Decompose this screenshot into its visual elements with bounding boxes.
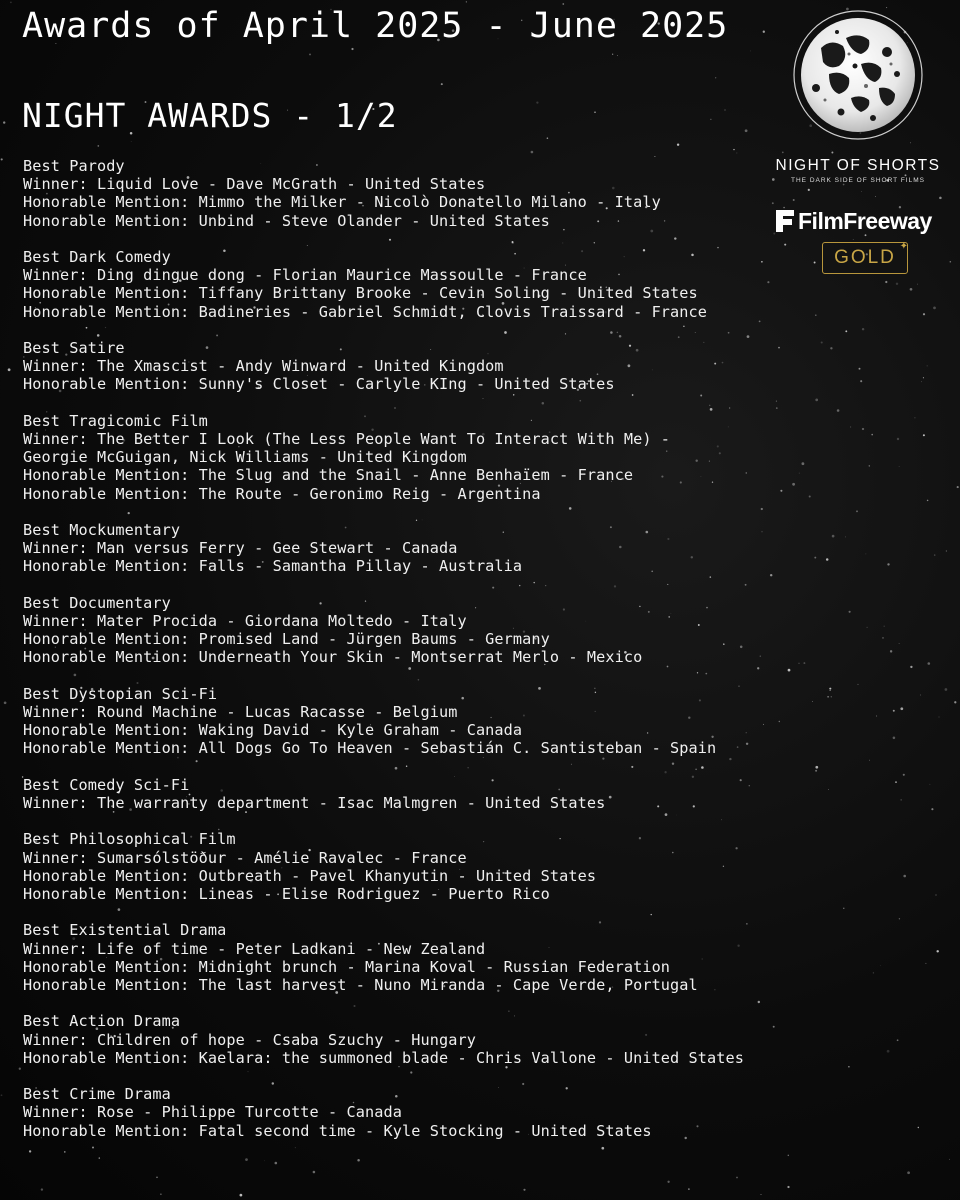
award-entry: Honorable Mention: Waking David - Kyle Graham - Canada (23, 721, 523, 740)
award-category (23, 594, 853, 667)
award-category (23, 157, 853, 230)
award-entry: Winner: Round Machine - Lucas Racasse - Belgium (23, 703, 458, 721)
award-category (23, 830, 853, 903)
award-category (23, 685, 853, 758)
page-title: Awards of April 2025 - June 2025 (22, 6, 729, 46)
filmfreeway-wordmark: FilmFreeway (798, 207, 932, 234)
award-entry: Winner: Rose - Philippe Turcotte - Canada (23, 1103, 402, 1122)
award-entry: Honorable Mention: Midnight brunch - Marina Koval - Russian Federation (23, 957, 671, 976)
award-entry: Honorable Mention: All Dogs Go To Heaven - Sebastián C. Santisteban - Spain (23, 739, 717, 758)
category-title: Best Documentary (23, 593, 171, 612)
awards-list (23, 157, 853, 1158)
award-entry: Honorable Mention: Outbreath - Pavel Khanyutin - United States (23, 866, 597, 885)
category-title: Best Mockumentary (23, 521, 181, 539)
award-entry: Georgie McGuigan, Nick Williams - United Kingdom (23, 448, 467, 467)
category-title: Best Existential Drama (23, 921, 227, 940)
award-entry: Honorable Mention: Lineas - Elise Rodriguez - Puerto Rico (23, 885, 550, 903)
award-entry: Honorable Mention: Unbind - Steve Olander - United States (23, 211, 550, 230)
award-entry: Honorable Mention: Sunny's Closet - Carlyle KIng - United States (23, 375, 615, 394)
category-title: Best Dystopian Sci-Fi (23, 684, 218, 703)
gold-badge-label: GOLD (834, 247, 896, 268)
award-entry: Winner: Sumarsólstöður - Amélie Ravalec - France (23, 848, 467, 867)
award-entry: Winner: The Xmascist - Andy Winward - United Kingdom (23, 357, 504, 376)
festival-name: NIGHT OF SHORTS (775, 157, 941, 174)
category-title: Best Action Drama (23, 1012, 181, 1031)
award-entry: Honorable Mention: The last harvest - Nuno Miranda - Cape Verde, Portugal (23, 976, 698, 994)
award-category (23, 1085, 853, 1140)
award-entry: Honorable Mention: Mimmo the Milker - Nicolò Donatello Milano - Italy (23, 193, 661, 212)
award-entry: Honorable Mention: Falls - Samantha Pillay - Australia (23, 557, 523, 576)
award-entry: Honorable Mention: The Route - Geronimo Reig - Argentina (23, 484, 541, 503)
award-entry: Winner: Man versus Ferry - Gee Stewart - Canada (23, 539, 458, 558)
award-entry: Honorable Mention: The Slug and the Snail - Anne Benhaïem - France (23, 466, 634, 485)
award-entry: Honorable Mention: Promised Land - Jürgen Baums - Germany (23, 630, 550, 649)
award-entry: Winner: The warranty department - Isac Malmgren - United States (23, 794, 606, 812)
category-title: Best Philosophical Film (23, 830, 236, 849)
category-title: Best Parody (23, 157, 125, 175)
category-title: Best Satire (23, 339, 125, 357)
award-entry: Honorable Mention: Tiffany Brittany Brooke - Cevin Soling - United States (23, 284, 698, 303)
category-title: Best Tragicomic Film (23, 411, 208, 430)
category-title: Best Dark Comedy (23, 248, 171, 266)
festival-tagline: THE DARK SIDE OF SHORT FILMS (791, 177, 925, 184)
award-entry: Winner: Life of time - Peter Ladkani - New Zealand (23, 939, 486, 958)
award-entry: Winner: Ding dingue dong - Florian Maurice Massoulle - France (23, 266, 587, 285)
category-title: Best Crime Drama (23, 1085, 171, 1104)
award-entry: Winner: Mater Procida - Giordana Moltedo - Italy (23, 612, 467, 630)
award-category (23, 339, 853, 394)
category-title: Best Comedy Sci-Fi (23, 775, 190, 794)
award-entry: Winner: Liquid Love - Dave McGrath - United States (23, 175, 486, 194)
award-entry: Honorable Mention: Underneath Your Skin - Montserrat Merlo - Mexico (23, 648, 643, 667)
award-entry: Honorable Mention: Badineries - Gabriel Schmidt, Clovis Traissard - France (23, 302, 708, 321)
award-category (23, 1012, 853, 1067)
award-entry: Winner: Children of hope - Csaba Szuchy - Hungary (23, 1030, 476, 1049)
award-category (23, 412, 853, 503)
award-category (23, 521, 853, 576)
award-entry: Honorable Mention: Fatal second time - Kyle Stocking - United States (23, 1121, 652, 1140)
award-entry: Winner: The Better I Look (The Less People Want To Interact With Me) - (23, 430, 671, 448)
sparkle-icon: ✦ (899, 241, 908, 252)
moon-icon (791, 8, 925, 142)
award-category (23, 248, 853, 321)
award-category (23, 776, 853, 812)
award-category (23, 921, 853, 994)
award-entry: Honorable Mention: Kaelara: the summoned blade - Chris Vallone - United States (23, 1048, 745, 1067)
page-subtitle: NIGHT AWARDS - 1/2 (22, 96, 398, 135)
